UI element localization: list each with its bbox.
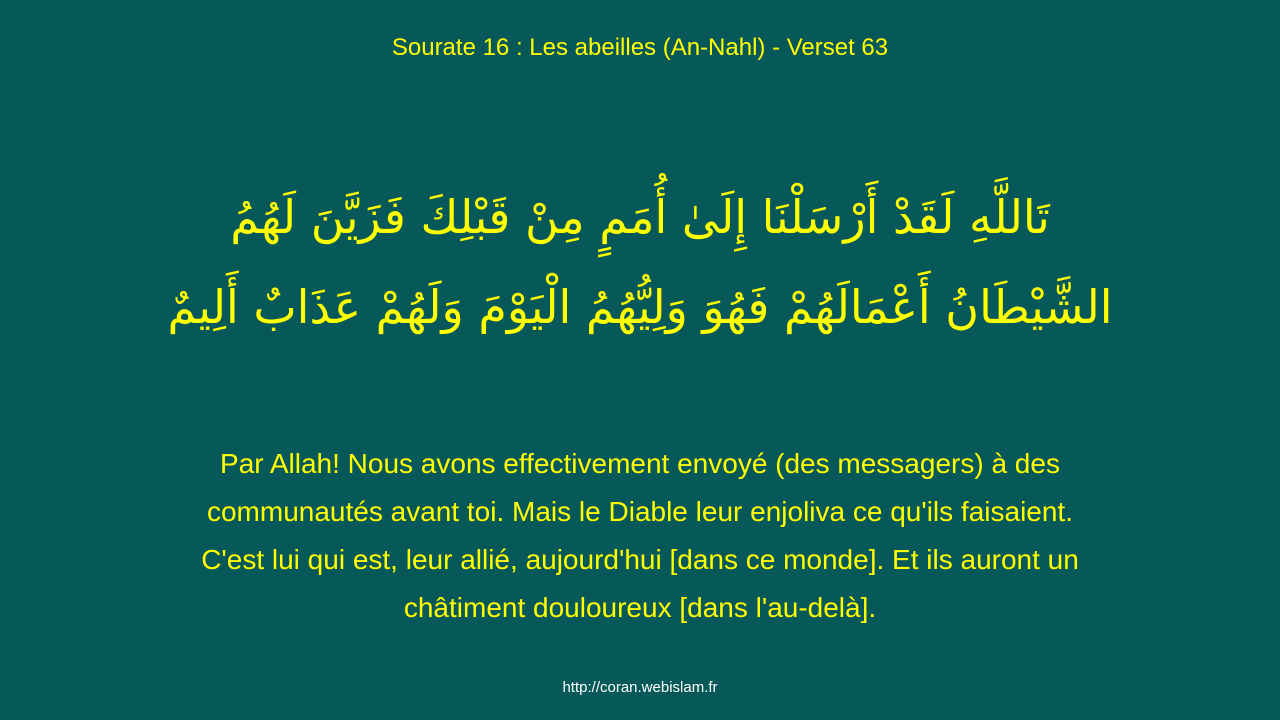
source-url: http://coran.webislam.fr <box>562 679 718 696</box>
surah-verse-title: Sourate 16 : Les abeilles (An-Nahl) - Verset 63 <box>391 34 889 61</box>
arabic-verse-text: تَاللَّهِ لَقَدْ أَرْسَلْنَا إِلَىٰ أُمَمٍ مِنْ قَبْلِكَ فَزَيَّنَ لَهُمُ الشَّيْطَانُ أَعْمَالَهُمْ فَهُوَ وَلِيُّهُمُ الْيَوْمَ وَلَهُمْ عَذَابٌ أَلِيمٌ <box>167 190 1113 334</box>
french-translation-text: Par Allah! Nous avons effectivement envoyé (des messagers) à des communautés avant toi. Mais le Diable leur enjoliva ce qu'ils faisaient. C'est lui qui est, leur allié, aujourd'hui [dans ce monde]. Et ils auront un châtiment douloureux [dans l'au-delà]. <box>201 448 1079 623</box>
